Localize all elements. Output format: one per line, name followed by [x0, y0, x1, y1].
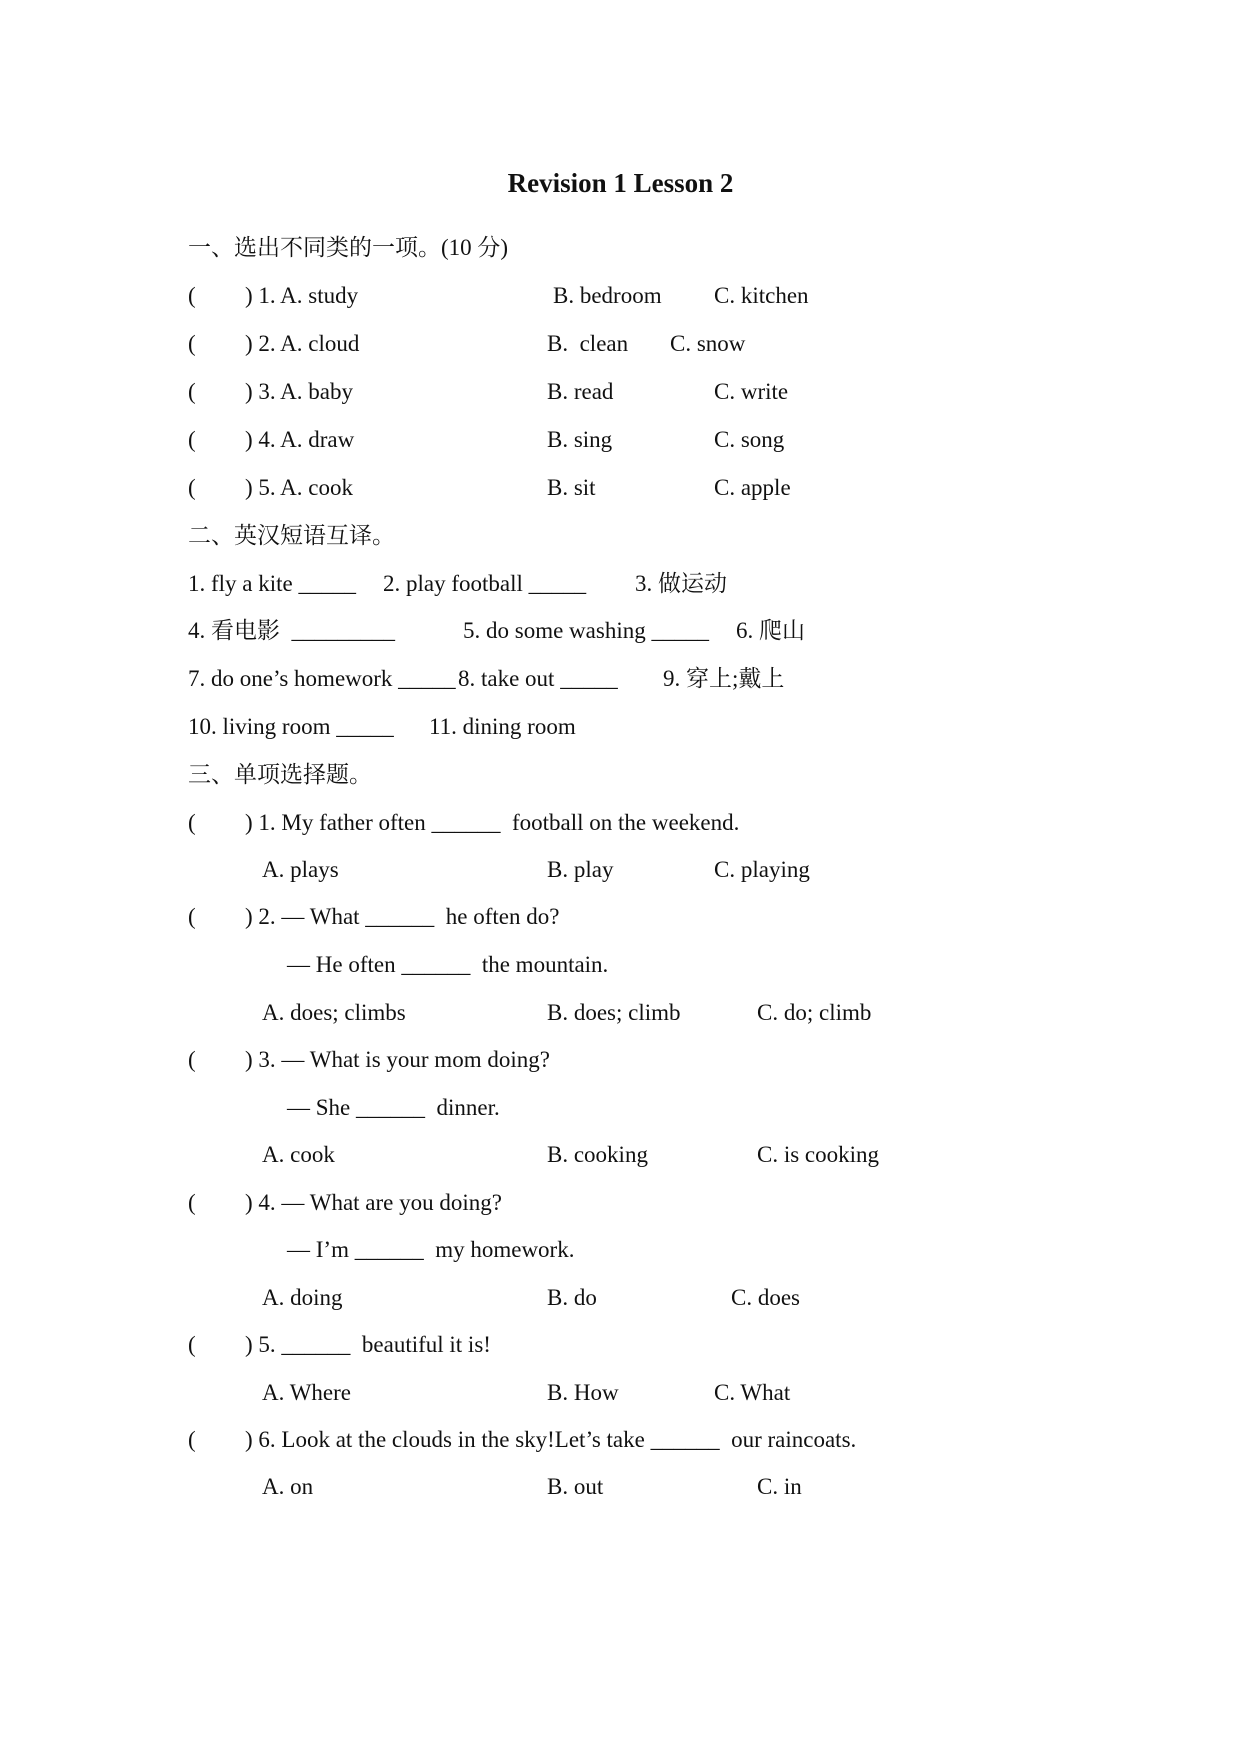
section-2-heading: 二、英汉短语互译。 — [188, 523, 395, 548]
s3-question-1: ( ) 1. My father often ______ football on the weekend. — [188, 810, 740, 835]
s1-item-3: ( ) 3. A. baby B. read C. write — [188, 379, 789, 404]
s3-question-3-options: A. cook B. cooking C. is cooking — [262, 1142, 880, 1167]
s3-question-4-reply: — I’m ______ my homework. — [287, 1237, 575, 1262]
s3-question-5: ( ) 5. ______ beautiful it is! — [188, 1332, 491, 1357]
s3-question-1-options: A. plays B. play C. playing — [262, 857, 810, 882]
s3-question-6: ( ) 6. Look at the clouds in the sky!Let’s take ______ our raincoats. — [188, 1427, 857, 1452]
s3-question-2: ( ) 2. — What ______ he often do? — [188, 904, 560, 929]
s3-question-4-options: A. doing B. do C. does — [262, 1285, 800, 1310]
s1-item-4: ( ) 4. A. draw B. sing C. song — [188, 427, 785, 452]
s3-question-5-options: A. Where B. How C. What — [262, 1380, 791, 1405]
s3-question-6-options: A. on B. out C. in — [262, 1474, 802, 1499]
s2-row-4: 10. living room _____ 11. dining room — [188, 714, 576, 739]
s1-item-5: ( ) 5. A. cook B. sit C. apple — [188, 475, 791, 500]
section-1-heading: 一、选出不同类的一项。(10 分) — [188, 235, 509, 260]
page-title: Revision 1 Lesson 2 — [507, 168, 734, 198]
s3-question-3-reply: — She ______ dinner. — [287, 1095, 500, 1120]
s3-question-2-reply: — He often ______ the mountain. — [287, 952, 609, 977]
s2-row-1: 1. fly a kite _____ 2. play football _____ 3. 做运动 — [188, 571, 727, 596]
s3-question-4: ( ) 4. — What are you doing? — [188, 1190, 502, 1215]
s3-question-2-options: A. does; climbs B. does; climb C. do; climb — [262, 1000, 872, 1025]
s2-row-3: 7. do one’s homework _____ 8. take out _____ 9. 穿上;戴上 — [188, 666, 785, 691]
s1-item-1: ( ) 1. A. study B. bedroom C. kitchen — [188, 283, 809, 308]
s2-row-2: 4. 看电影 _________ 5. do some washing _____ 6. 爬山 — [188, 618, 805, 643]
s3-question-3: ( ) 3. — What is your mom doing? — [188, 1047, 550, 1072]
section-3-heading: 三、单项选择题。 — [188, 762, 372, 787]
s1-item-2: ( ) 2. A. cloud B. clean C. snow — [188, 331, 746, 356]
